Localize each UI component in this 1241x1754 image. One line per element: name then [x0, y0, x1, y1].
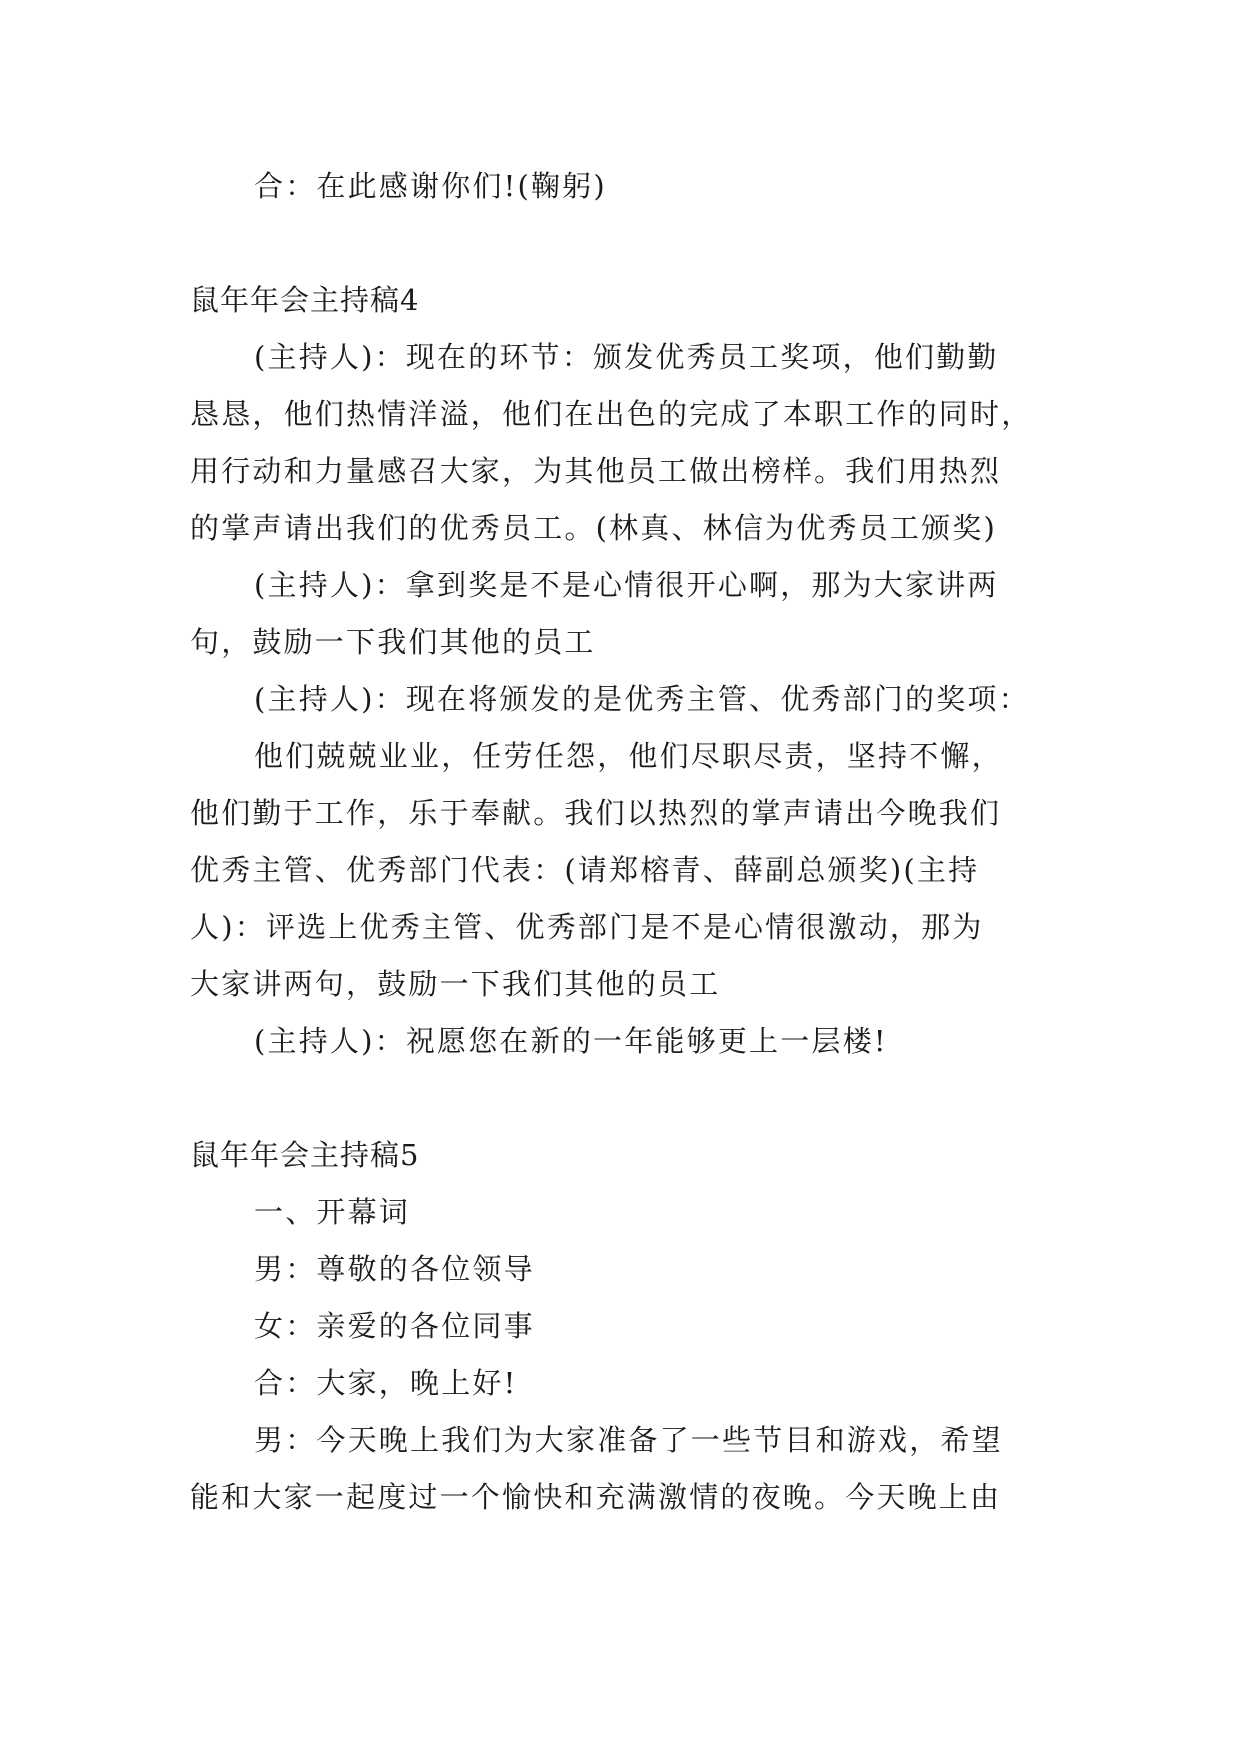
paragraph-line: 能和大家一起度过一个愉快和充满激情的夜晚。今天晚上由 [190, 1480, 1002, 1514]
paragraph-line: 女：亲爱的各位同事 [254, 1309, 535, 1343]
paragraph-line: (主持人)：现在的环节：颁发优秀员工奖项，他们勤勤 [254, 340, 999, 374]
paragraph-line: (主持人)：现在将颁发的是优秀主管、优秀部门的奖项： [254, 682, 1030, 716]
paragraph-line: 一、开幕词 [254, 1195, 411, 1229]
paragraph-line: 恳恳，他们热情洋溢，他们在出色的完成了本职工作的同时， [190, 397, 1033, 431]
paragraph-line: 他们勤于工作，乐于奉献。我们以热烈的掌声请出今晚我们 [190, 796, 1002, 830]
paragraph-line: 男：今天晚上我们为大家准备了一些节目和游戏，希望 [254, 1423, 1003, 1457]
paragraph-line: 优秀主管、优秀部门代表：(请郑榕青、薛副总颁奖)(主持 [190, 853, 980, 887]
section-5-title: 鼠年年会主持稿5 [190, 1138, 420, 1172]
paragraph-line: (主持人)：拿到奖是不是心情很开心啊，那为大家讲两 [254, 568, 999, 602]
paragraph-line: (主持人)：祝愿您在新的一年能够更上一层楼! [254, 1024, 888, 1058]
paragraph-line: 大家讲两句，鼓励一下我们其他的员工 [190, 967, 721, 1001]
paragraph-line: 的掌声请出我们的优秀员工。(林真、林信为优秀员工颁奖) [190, 511, 998, 545]
section-gap [190, 1070, 1052, 1127]
paragraph-line: 用行动和力量感召大家，为其他员工做出榜样。我们用热烈 [190, 454, 1002, 488]
closing-line: 合：在此感谢你们!(鞠躬) [254, 169, 607, 203]
paragraph-line: 合：大家，晚上好! [254, 1366, 518, 1400]
paragraph-line: 他们兢兢业业，任劳任怨，他们尽职尽责，坚持不懈， [254, 739, 1003, 773]
paragraph-line: 男：尊敬的各位领导 [254, 1252, 535, 1286]
section-4-title: 鼠年年会主持稿4 [190, 283, 420, 317]
section-gap [190, 215, 1052, 272]
document-body [190, 158, 1052, 1526]
paragraph-line: 句，鼓励一下我们其他的员工 [190, 625, 596, 659]
paragraph-line: 人)：评选上优秀主管、优秀部门是不是心情很激动，那为 [190, 910, 984, 944]
